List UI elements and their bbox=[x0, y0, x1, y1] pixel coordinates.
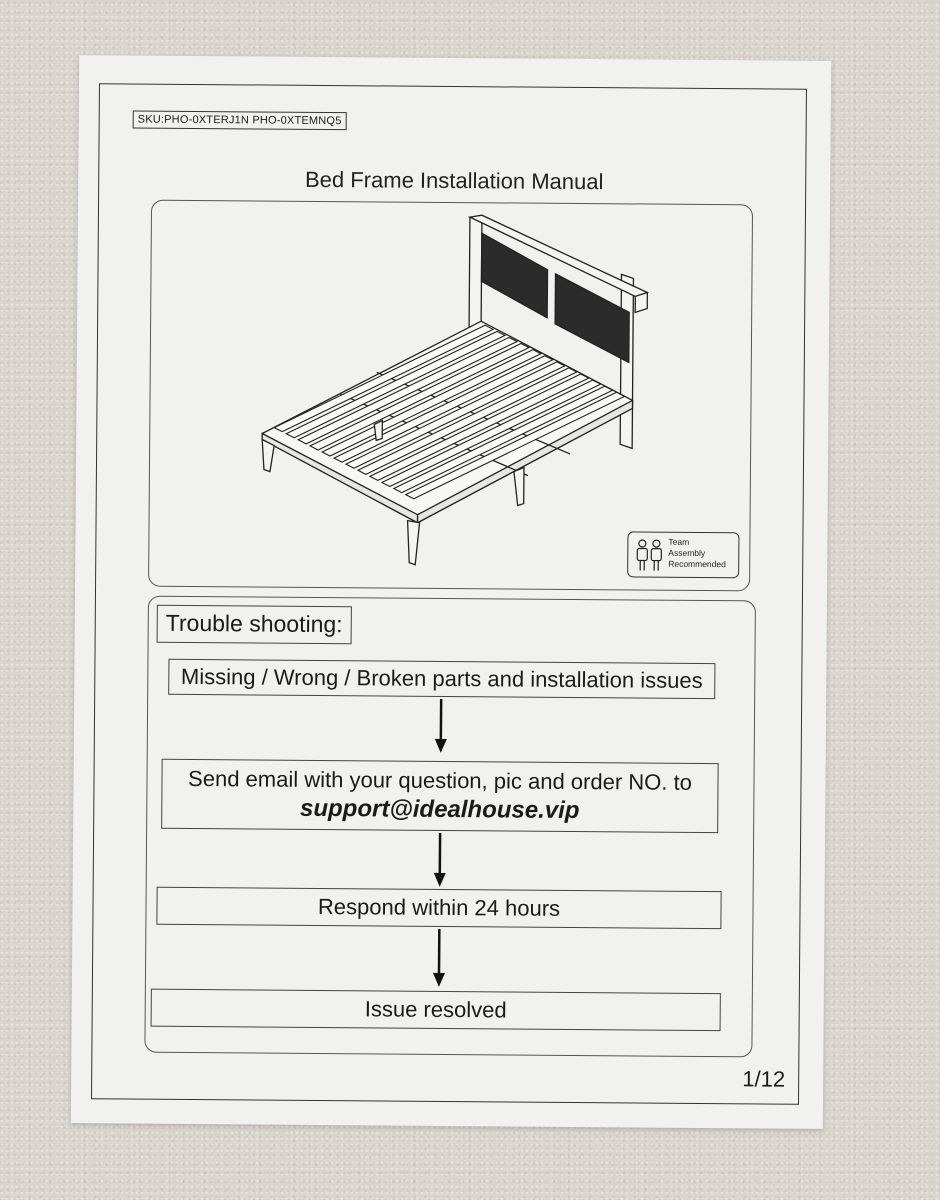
manual-title: Bed Frame Installation Manual bbox=[304, 166, 604, 195]
team-assembly-badge bbox=[627, 531, 739, 578]
manual-page bbox=[71, 55, 831, 1129]
arrow-down-icon bbox=[434, 699, 448, 753]
page-number: 1/12 bbox=[742, 1066, 786, 1092]
badge-line-1: Team bbox=[668, 536, 690, 547]
step-respond: Respond within 24 hours bbox=[156, 887, 721, 929]
troubleshooting-heading: Trouble shooting: bbox=[157, 605, 352, 645]
step-resolved: Issue resolved bbox=[151, 989, 721, 1031]
illustration-panel bbox=[148, 200, 753, 592]
step-send-email bbox=[161, 759, 719, 833]
support-email: support@idealhouse.vip bbox=[299, 794, 580, 825]
email-instruction: Send email with your question, pic and order NO. to bbox=[188, 765, 693, 795]
sku-label: SKU:PHO-0XTERJ1N PHO-0XTEMNQ5 bbox=[133, 110, 347, 130]
badge-line-2: Assembly bbox=[668, 547, 706, 558]
troubleshooting-panel bbox=[144, 596, 756, 1058]
two-people-icon bbox=[633, 538, 665, 572]
badge-text bbox=[668, 537, 726, 570]
badge-line-3: Recommended bbox=[668, 558, 726, 570]
step-issue-types: Missing / Wrong / Broken parts and installation issues bbox=[168, 659, 715, 699]
arrow-down-icon bbox=[432, 929, 446, 987]
arrow-down-icon bbox=[433, 833, 447, 887]
